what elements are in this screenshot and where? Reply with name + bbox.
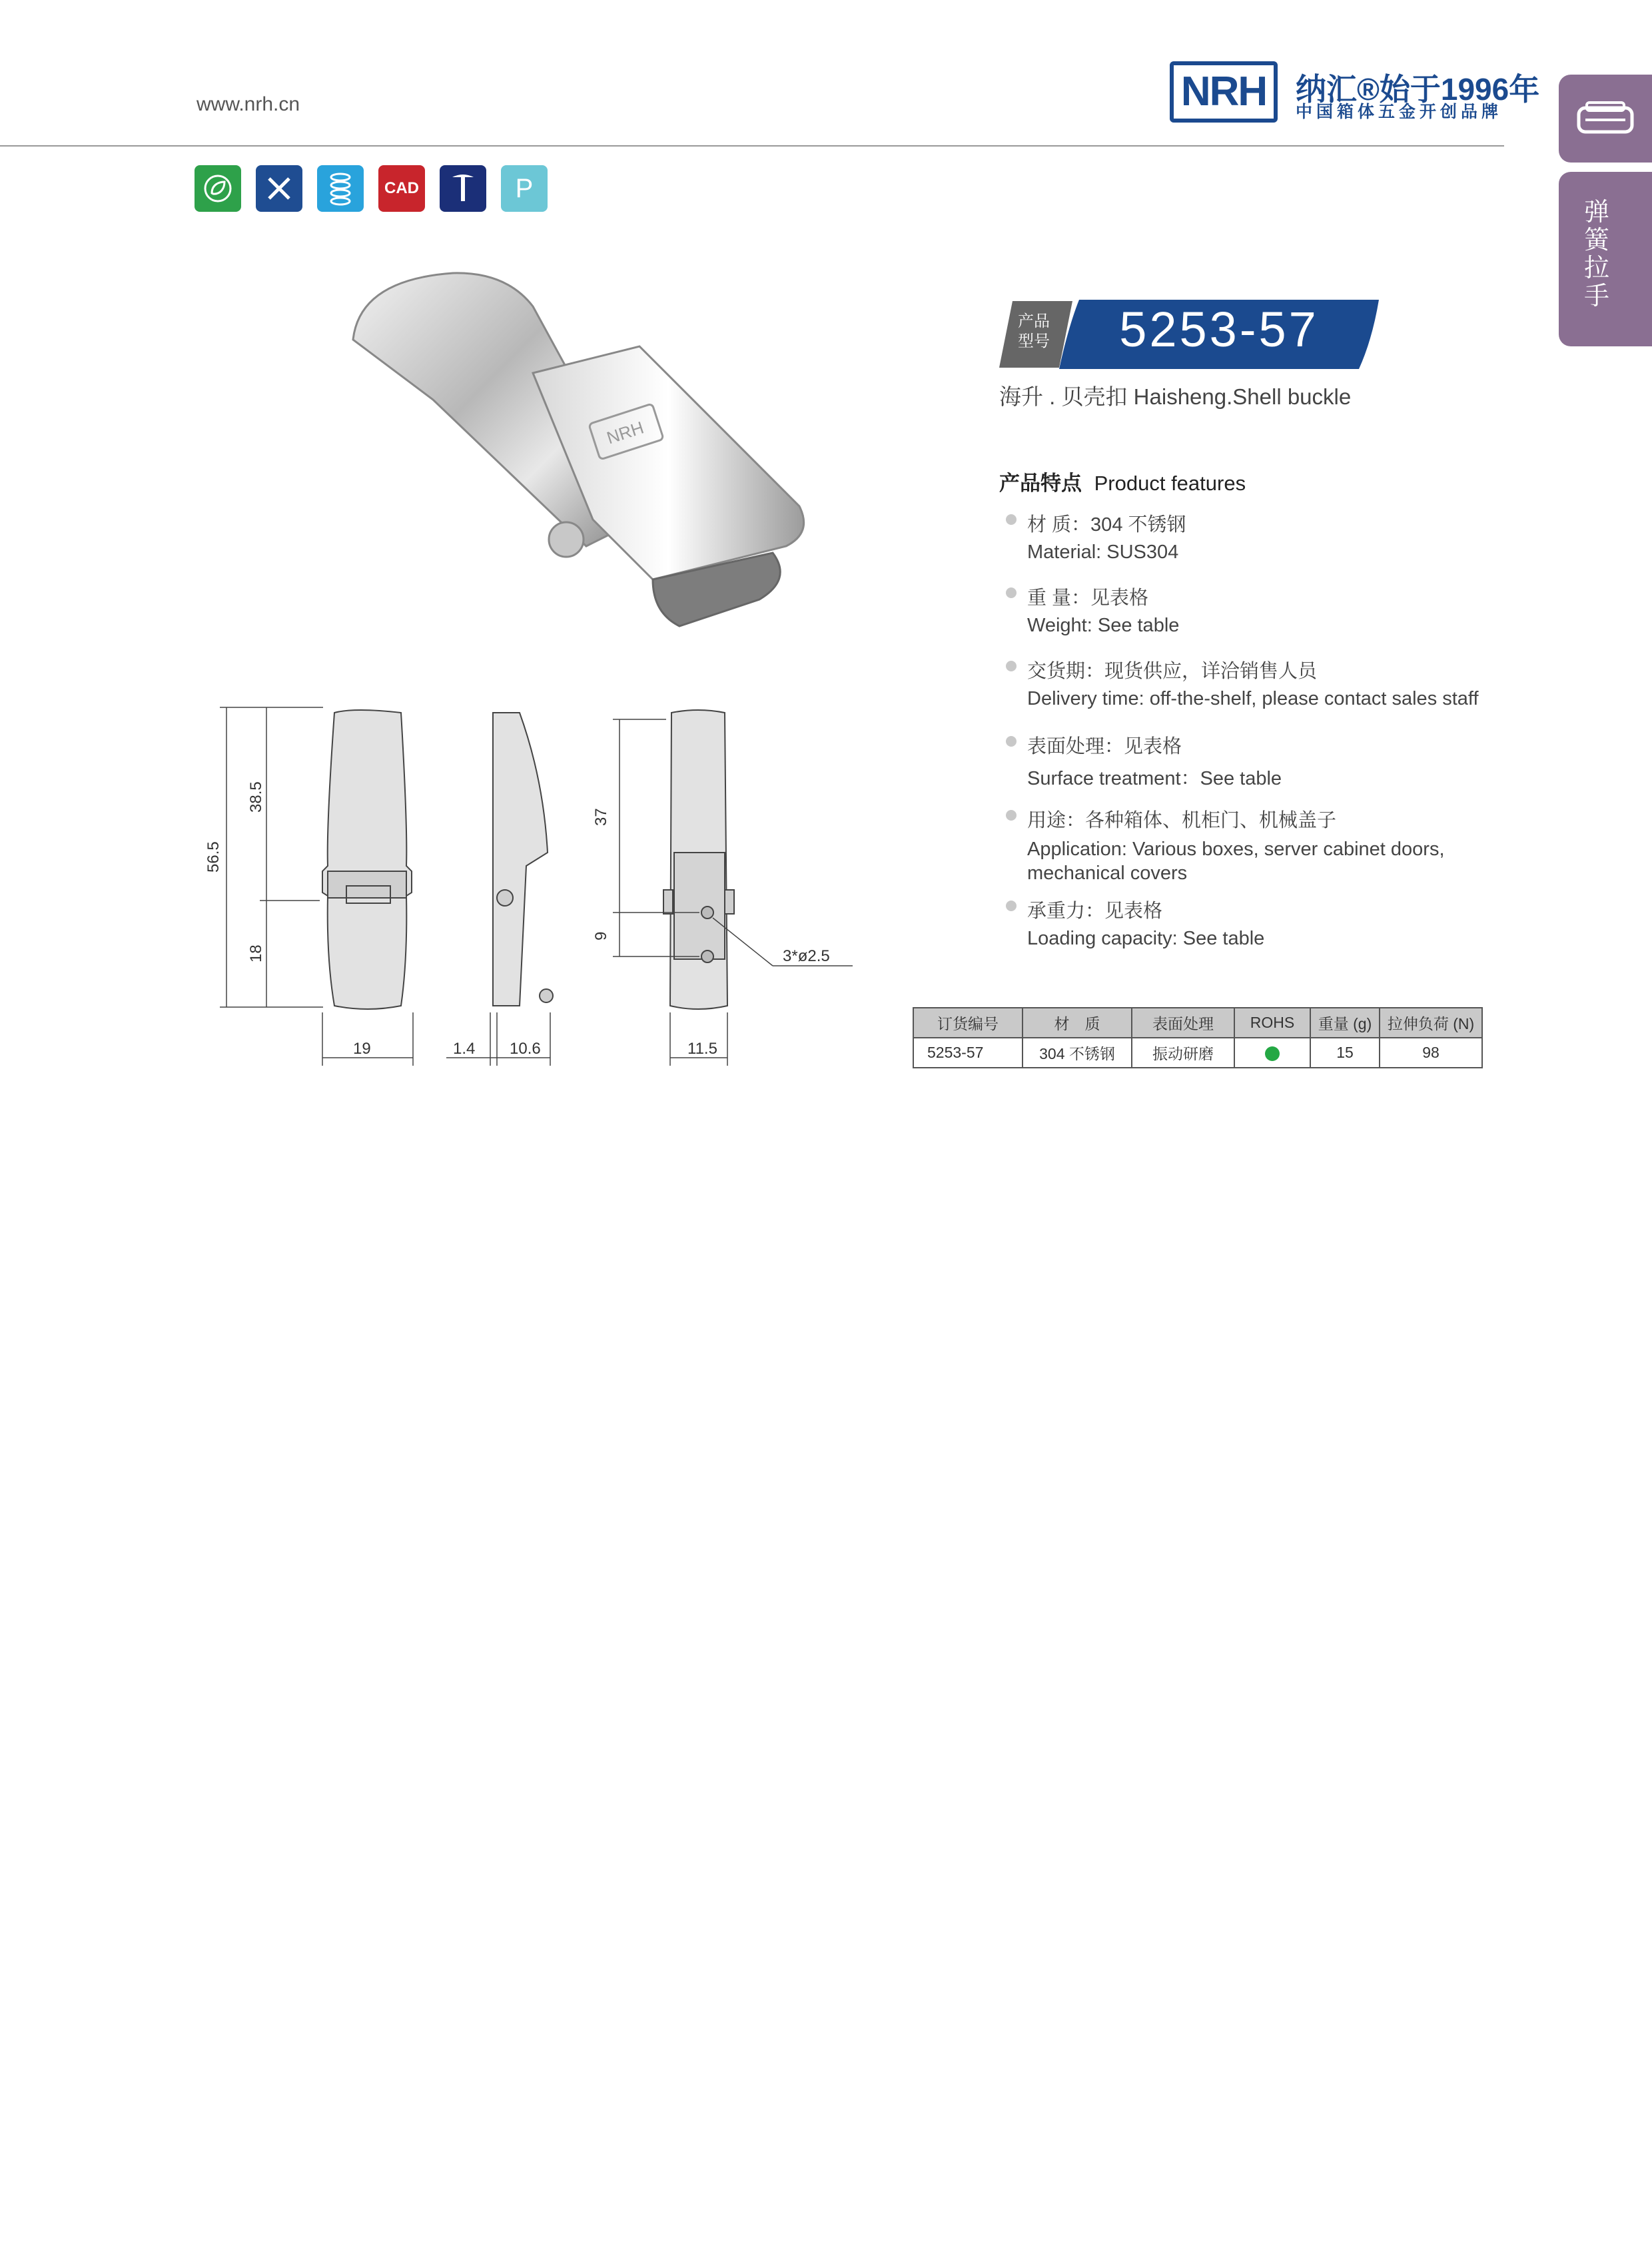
feature-bullet [1006, 736, 1017, 747]
feature-bullet [1006, 661, 1017, 671]
rivet-icon [440, 165, 486, 212]
front-hinge [328, 871, 406, 898]
feature-application-cn: 用途：各种箱体、机柜门、机械盖子 [1027, 810, 1337, 831]
feature-weight-en: Weight: See table [1027, 615, 1180, 636]
spec-table [913, 1007, 1483, 1068]
model-number: 5253-57 [1119, 302, 1319, 357]
dim-back-height: 37 [592, 808, 610, 826]
tools-icon [256, 165, 302, 212]
table-header: ROHS [1234, 1008, 1310, 1038]
table-row [913, 1038, 1482, 1068]
svg-text:NRH: NRH [604, 417, 646, 448]
latch-icon [1559, 75, 1652, 163]
table-header: 重量 (g) [1310, 1008, 1380, 1038]
table-header: 材 质 [1023, 1008, 1132, 1038]
feature-load-en: Loading capacity: See table [1027, 928, 1265, 949]
side-tab-icon[interactable] [1559, 75, 1652, 163]
technical-drawing [187, 693, 879, 1079]
table-header: 表面处理 [1132, 1008, 1234, 1038]
table-header: 拉伸负荷 (N) [1380, 1008, 1482, 1038]
features-title: 产品特点 Product features [999, 472, 1246, 495]
spring-icon [317, 165, 364, 212]
feature-surface-en: Surface treatment：See table [1027, 768, 1282, 789]
p-icon: P [501, 165, 548, 212]
back-plate [674, 853, 725, 959]
side-tab-label: 弹簧拉手 [1584, 198, 1610, 310]
feature-application-en: Application: Various boxes, server cabinet doors, mechanical covers [1027, 839, 1445, 884]
feature-bullet [1006, 810, 1017, 821]
feature-surface-cn: 表面处理：见表格 [1027, 736, 1182, 757]
model-label: 产品 型号 [1018, 312, 1050, 350]
front-view [322, 710, 412, 1009]
rohs-cell [1234, 1038, 1310, 1068]
dim-upper-height: 38.5 [247, 781, 265, 813]
weight-cell: 15 [1310, 1038, 1380, 1068]
table-header: 订货编号 [913, 1008, 1023, 1038]
feature-load-cn: 承重力：见表格 [1027, 901, 1163, 922]
feature-delivery-en: Delivery time: off-the-shelf, please contact sales staff [1027, 688, 1479, 709]
eco-leaf-icon [195, 165, 241, 212]
brand-logo: NRH [1170, 61, 1278, 123]
feature-bullet [1006, 587, 1017, 598]
dim-front-width: 19 [353, 1040, 371, 1058]
order-code: 5253-57 [913, 1038, 1023, 1068]
surface-cell: 振动研磨 [1132, 1038, 1234, 1068]
side-view [493, 713, 548, 1006]
material-cell: 304 不锈钢 [1023, 1038, 1132, 1068]
dim-side-thickness: 1.4 [453, 1040, 476, 1058]
cad-icon: CAD [378, 165, 425, 212]
feature-delivery-cn: 交货期：现货供应，详洽销售人员 [1027, 661, 1318, 682]
dim-total-height: 56.5 [205, 841, 222, 873]
table-header-row [913, 1008, 1482, 1038]
feature-bullet [1006, 901, 1017, 911]
dim-back-width: 11.5 [687, 1040, 717, 1058]
brand-slogan: 中国箱体五金开创品牌 [1296, 103, 1503, 121]
feature-weight-cn: 重 量：见表格 [1027, 587, 1149, 609]
brand-title: 纳汇®始于1996年 [1296, 72, 1540, 107]
product-subtitle: 海升 . 贝壳扣 Haisheng.Shell buckle [999, 384, 1352, 409]
rohs-compliant-icon [1265, 1046, 1280, 1061]
product-photo [333, 266, 839, 653]
feature-material-cn: 材 质：304 不锈钢 [1027, 514, 1186, 536]
header-divider [0, 145, 1504, 147]
dim-hole-spacing: 9 [592, 931, 610, 940]
load-cell: 98 [1380, 1038, 1482, 1068]
feature-material-en: Material: SUS304 [1027, 542, 1179, 563]
dim-holes: 3*ø2.5 [783, 947, 830, 965]
site-url[interactable]: www.nrh.cn [197, 93, 300, 115]
dim-side-depth: 10.6 [510, 1040, 541, 1058]
dim-lower-height: 18 [247, 944, 265, 962]
feature-bullet [1006, 514, 1017, 525]
